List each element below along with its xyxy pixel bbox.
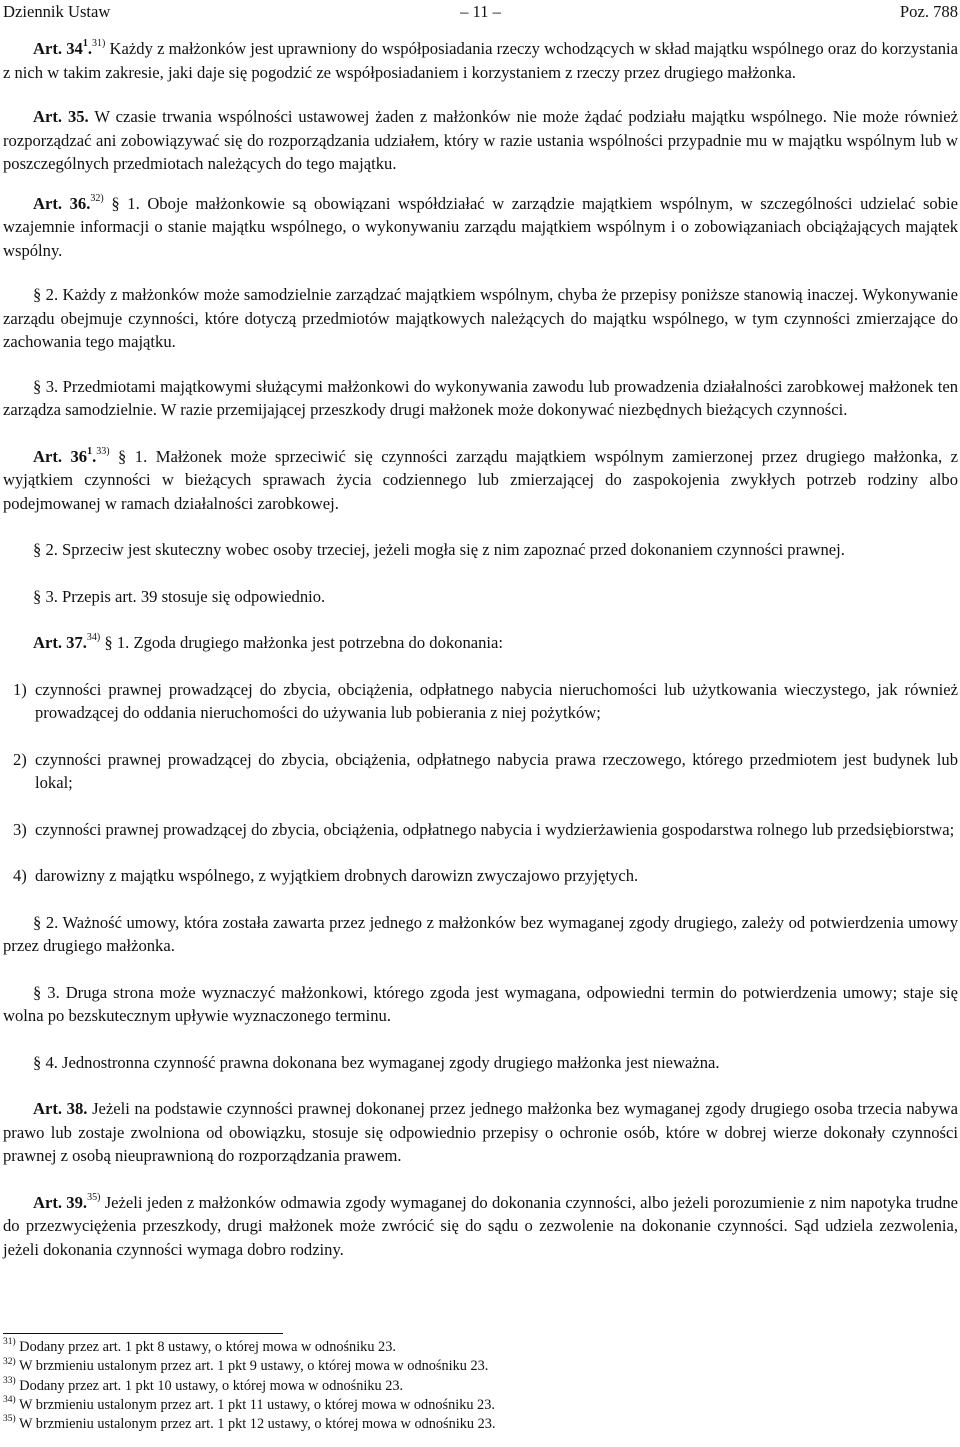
list-item [3, 678, 958, 725]
footnote [3, 1377, 958, 1396]
article-label: Art. 37. [33, 633, 87, 652]
list-item [3, 818, 958, 842]
article-label: Art. 38. [33, 1099, 88, 1118]
article-36-1-para-2: § 2. Sprzeciw jest skuteczny wobec osoby trzeciej, jeżeli mogła się z nim zapoznać przed dokonaniem czynności prawnej. [33, 540, 845, 559]
footnote-text: W brzmieniu ustalonym przez art. 1 pkt 9 ustawy, o której mowa w odnośniku 23. [15, 1358, 489, 1375]
position-number: Poz. 788 [899, 2, 958, 21]
footnote-ref: 35) [87, 1191, 101, 1203]
paragraph-text: § 1. Oboje małżonkowie są obowiązani współdziałać w zarządzie majątkiem wspólnym, w szczególności udzielać sobie wzajemnie informacji o stanie majątku wspólnego, o wykonywaniu zarządu majątkiem wspólnym i o zobowiązaniach obciążających majątek wspólny. [3, 193, 958, 260]
list-number: 4) [13, 866, 27, 885]
list-text: darowizny z majątku wspólnego, z wyjątkiem drobnych darowizn zwyczajowo przyjętych. [35, 866, 639, 885]
document-body [3, 37, 958, 1261]
article-38 [3, 1097, 958, 1168]
footnote-ref: 32) [90, 192, 104, 204]
footnote-text: Dodany przez art. 1 pkt 10 ustawy, o której mowa w odnośniku 23. [15, 1377, 404, 1394]
list-text: czynności prawnej prowadzącej do zbycia, obciążenia, odpłatnego nabycia nieruchomości lub użytkowania wieczystego, jak również prowadzącej do oddania nieruchomości do używania lub pobierania z niej pożytków; [35, 679, 958, 722]
footnote-text: Dodany przez art. 1 pkt 8 ustawy, o której mowa w odnośniku 23. [15, 1339, 396, 1355]
article-39 [3, 1191, 958, 1262]
article-text: Jeżeli jeden z małżonków odmawia zgody wymaganej do dokonania czynności, albo jeżeli porozumienie z nim napotyka trudne do przezwyciężenia przeszkody, drugi małżonek może zwrócić się do sądu o zezwolenie na dokonanie czynności. Sąd udziela zezwolenia, jeżeli dokonania czynności wymaga dobro rodziny. [3, 1192, 959, 1259]
list-number: 3) [13, 819, 27, 839]
article-label: Art. 35. [33, 107, 89, 126]
footnote [3, 1357, 958, 1376]
footnote-mark: 35) [3, 1414, 16, 1425]
article-36 [3, 192, 958, 263]
article-label: Art. 36. [33, 193, 91, 213]
article-37-para-2: § 2. Ważność umowy, która została zawarta przez jednego z małżonków bez wymaganej zgody drugiego, zależy od potwierdzenia umowy przez drugiego małżonka. [3, 912, 958, 955]
footnote-ref: 33) [96, 445, 110, 457]
footnote-divider [3, 1333, 283, 1334]
paragraph-text: § 1. Zgoda drugiego małżonka jest potrzebna do dokonania: [100, 633, 504, 652]
list-text: czynności prawnej prowadzącej do zbycia, obciążenia, odpłatnego nabycia i wydzierżawienia gospodarstwa rolnego lub przedsiębiorstwa; [35, 819, 955, 839]
article-36-para-3: § 3. Przedmiotami majątkowymi służącymi małżonkowi do wykonywania zawodu lub prowadzenia działalności zarobkowej małżonek ten zarządza samodzielnie. W razie przemijającej przeszkody drugi małżonek może dokonywać niezbędnych bieżących czynności. [3, 376, 958, 419]
article-label: Art. $34^1$. [33, 38, 92, 58]
list-number: 2) [13, 749, 27, 769]
article-36-1 [3, 445, 958, 516]
paragraph-text: § 1. Małżonek może sprzeciwić się czynności zarządu majątkiem wspólnym zamierzonej przez drugiego małżonka, z wyjątkiem czynności w bieżących sprawach życia codziennego lub zmierzającej do zaspokojenia zwykłych potrzeb rodziny albo podejmowanej w ramach działalności zarobkowej. [3, 446, 958, 513]
article-36-para-2: § 2. Każdy z małżonków może samodzielnie zarządzać majątkiem wspólnym, chyba że przepisy poniższe stanowią inaczej. Wykonywanie zarządu obejmuje czynności, które dotyczą przedmiotów majątkowych należących do majątku wspólnego, w tym czynności zmierzające do zachowania tego majątku. [3, 285, 958, 351]
list-number: 1) [13, 679, 27, 699]
article-37-para-4: § 4. Jednostronna czynność prawna dokonana bez wymaganej zgody drugiego małżonka jest nieważna. [33, 1052, 720, 1072]
article-34-1 [3, 37, 958, 84]
article-37 [3, 631, 958, 655]
footnote-text: W brzmieniu ustalonym przez art. 1 pkt 12 ustawy, o której mowa w odnośniku 23. [15, 1416, 496, 1433]
article-text: Jeżeli na podstawie czynności prawnej dokonanej przez jednego małżonka bez wymaganej zgody drugiego osoba trzecia nabywa prawo lub zostaje zwolniona od obowiązku, stosuje się odpowiednio przepisy o ochronie osób, które w dobrej wierze dokonały czynności prawnej z osobą nieuprawnioną do rozporządzania prawem. [3, 1099, 958, 1165]
journal-title: Dziennik Ustaw [3, 2, 111, 21]
page-number: – 11 – [460, 2, 501, 21]
footnote-mark: 32) [3, 1356, 16, 1367]
footnotes [3, 1333, 958, 1434]
article-35 [3, 105, 958, 176]
article-37-para-3: § 3. Druga strona może wyznaczyć małżonkowi, którego zgoda jest wymagana, odpowiedni termin do potwierdzenia umowy; staje się wolna po bezskutecznym upływie wyznaczonego terminu. [3, 982, 958, 1025]
page-header [3, 2, 958, 22]
footnote-ref: 31) [92, 38, 106, 50]
footnote-text: W brzmieniu ustalonym przez art. 1 pkt 11 ustawy, o której mowa w odnośniku 23. [15, 1396, 495, 1413]
footnote-mark: 34) [3, 1395, 16, 1406]
article-label: Art. 39. [33, 1192, 88, 1212]
article-text: W czasie trwania wspólności ustawowej żaden z małżonków nie może żądać podziału majątku wspólnego. Nie może również rozporządzać ani zobowiązywać się do rozporządzania udziałem, który w razie ustania wspólności przypadnie mu w majątku wspólnym lub w poszczególnych przedmiotach należących do tego majątku. [3, 107, 958, 173]
list-item [3, 864, 958, 888]
footnote-mark: 31) [3, 1337, 16, 1348]
footnote [3, 1396, 958, 1415]
footnote-mark: 33) [3, 1375, 16, 1386]
footnote [3, 1415, 958, 1434]
list-item [3, 748, 958, 795]
article-label: Art. $36^1$. [33, 445, 97, 466]
list-text: czynności prawnej prowadzącej do zbycia, obciążenia, odpłatnego nabycia prawa rzeczowego, którego przedmiotem jest budynek lub lokal; [35, 749, 958, 792]
article-36-1-para-3: § 3. Przepis art. 39 stosuje się odpowiednio. [33, 586, 326, 606]
footnote-ref: 34) [86, 632, 101, 644]
article-text: Każdy z małżonków jest uprawniony do współposiadania rzeczy wchodzących w skład majątku wspólnego oraz do korzystania z nich w takim zakresie, jaki daje się pogodzić ze współposiadaniem i korzystaniem z rzeczy przez drugiego małżonka. [3, 39, 958, 82]
footnote [3, 1338, 958, 1357]
